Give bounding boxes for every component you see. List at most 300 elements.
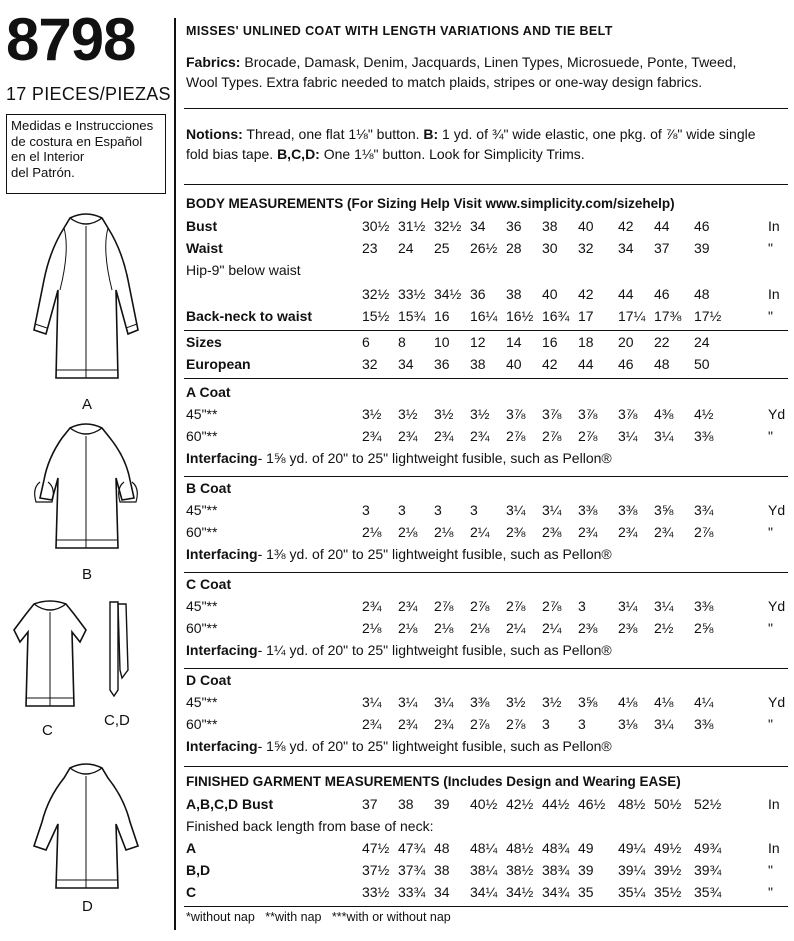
yardage-60-row: [186, 524, 786, 544]
size-value-cell: 47¾: [398, 840, 426, 856]
size-value-cell: 16½: [506, 308, 534, 324]
size-value-cell: 3¼: [434, 694, 454, 710]
size-value-cell: 49¼: [618, 840, 646, 856]
size-value-cell: 38: [506, 286, 522, 302]
size-value-cell: 50½: [654, 796, 682, 812]
footnote-row: [186, 910, 786, 930]
size-value-cell: 3: [578, 716, 586, 732]
size-value-cell: 37¾: [398, 862, 426, 878]
unit-label: ": [768, 240, 773, 256]
unit-label: In: [768, 796, 780, 812]
size-value-cell: 3⅜: [694, 428, 714, 444]
row-label: 45"**: [186, 406, 218, 422]
size-value-cell: 46½: [578, 796, 606, 812]
row-label: Back-neck to waist: [186, 308, 313, 324]
interfacing-row: [186, 450, 786, 470]
coat-title: D Coat: [186, 672, 232, 688]
size-value-cell: 2¾: [470, 428, 490, 444]
left-column: [0, 0, 172, 941]
size-value-cell: 3⅜: [694, 716, 714, 732]
hip-label: Hip-9" below waist: [186, 262, 301, 278]
view-a-illustration: [30, 210, 142, 385]
interfacing-text: - 1⅝ yd. of 20" to 25" lightweight fusible, such as Pellon®: [257, 738, 612, 754]
size-value-cell: 36: [470, 286, 486, 302]
size-value-cell: 33¾: [398, 884, 426, 900]
size-value-cell: 3¼: [618, 428, 638, 444]
size-value-cell: 48½: [506, 840, 534, 856]
size-value-cell: 2⅜: [618, 620, 638, 636]
size-value-cell: 2⅞: [506, 716, 526, 732]
view-d-label: D: [82, 898, 93, 915]
size-value-cell: 3½: [542, 694, 562, 710]
size-value-cell: 38¼: [470, 862, 498, 878]
size-value-cell: 48¼: [470, 840, 498, 856]
divider: [184, 184, 788, 185]
size-value-cell: 2¾: [434, 716, 454, 732]
size-value-cell: 3⅜: [694, 598, 714, 614]
yardage-45-row: [186, 694, 786, 714]
size-value-cell: 23: [362, 240, 378, 256]
size-value-cell: 12: [470, 334, 486, 350]
european-row: [186, 356, 786, 376]
size-value-cell: 33½: [398, 286, 426, 302]
size-value-cell: 15½: [362, 308, 390, 324]
size-value-cell: 50: [694, 356, 710, 372]
yardage-45-row: [186, 406, 786, 426]
coat-title-row: [186, 672, 786, 692]
size-value-cell: 48: [654, 356, 670, 372]
size-value-cell: 3: [434, 502, 442, 518]
unit-label: ": [768, 716, 773, 732]
yardage-60-row: [186, 716, 786, 736]
size-value-cell: 18: [578, 334, 594, 350]
size-value-cell: 34: [434, 884, 450, 900]
size-value-cell: 2⅞: [542, 598, 562, 614]
size-value-cell: 39½: [654, 862, 682, 878]
size-value-cell: 16: [542, 334, 558, 350]
unit-label: ": [768, 308, 773, 324]
size-value-cell: 2¾: [434, 428, 454, 444]
size-value-cell: 40: [578, 218, 594, 234]
size-value-cell: 22: [654, 334, 670, 350]
size-value-cell: 42: [618, 218, 634, 234]
size-value-cell: 38¾: [542, 862, 570, 878]
size-value-cell: 39¼: [618, 862, 646, 878]
size-value-cell: 2⅛: [398, 620, 418, 636]
size-value-cell: 2¾: [362, 716, 382, 732]
body-measurements-heading: BODY MEASUREMENTS (For Sizing Help Visit www.simplicity.com/sizehelp): [186, 196, 675, 211]
size-value-cell: 3¼: [362, 694, 382, 710]
size-value-cell: 17¼: [618, 308, 646, 324]
size-value-cell: 25: [434, 240, 450, 256]
size-value-cell: 32½: [362, 286, 390, 302]
size-value-cell: 34: [470, 218, 486, 234]
size-value-cell: 48¾: [542, 840, 570, 856]
size-value-cell: 3¼: [618, 598, 638, 614]
fabrics-line-1: Brocade, Damask, Denim, Jacquards, Linen Types, Microsuede, Ponte, Tweed,: [240, 54, 737, 70]
unit-label: ": [768, 524, 773, 540]
waist-row: [186, 240, 786, 260]
pieces-count: 17 PIECES/PIEZAS: [6, 84, 171, 104]
unit-label: Yd: [768, 502, 786, 518]
divider: [184, 572, 788, 573]
view-cd-label: C,D: [104, 712, 130, 729]
interfacing-label: Interfacing: [186, 546, 258, 562]
size-value-cell: 38½: [506, 862, 534, 878]
size-value-cell: 34½: [506, 884, 534, 900]
size-value-cell: 16: [434, 308, 450, 324]
row-label: 60"**: [186, 620, 218, 636]
size-value-cell: 4⅛: [654, 694, 674, 710]
size-value-cell: 34: [398, 356, 414, 372]
size-value-cell: 44: [618, 286, 634, 302]
spanish-note-box: [6, 114, 166, 194]
row-label: 45"**: [186, 502, 218, 518]
size-value-cell: 49½: [654, 840, 682, 856]
size-value-cell: 2⅛: [434, 524, 454, 540]
size-value-cell: 35: [578, 884, 594, 900]
size-value-cell: 2⅞: [434, 598, 454, 614]
size-value-cell: 37: [654, 240, 670, 256]
size-value-cell: 17⅜: [654, 308, 682, 324]
size-value-cell: 44½: [542, 796, 570, 812]
unit-label: In: [768, 840, 780, 856]
size-value-cell: 3¼: [654, 428, 674, 444]
size-value-cell: 42: [578, 286, 594, 302]
finished-a-row: [186, 840, 786, 860]
interfacing-label: Interfacing: [186, 450, 258, 466]
size-value-cell: 4¼: [694, 694, 714, 710]
size-value-cell: 2¼: [506, 620, 526, 636]
size-value-cell: 17½: [694, 308, 722, 324]
size-value-cell: 2⅜: [542, 524, 562, 540]
size-value-cell: 3¼: [398, 694, 418, 710]
size-value-cell: 52½: [694, 796, 722, 812]
size-value-cell: 42: [542, 356, 558, 372]
size-value-cell: 3: [542, 716, 550, 732]
size-value-cell: 3⅞: [542, 406, 562, 422]
size-value-cell: 28: [506, 240, 522, 256]
size-value-cell: 3: [362, 502, 370, 518]
interfacing-row: [186, 738, 786, 758]
size-value-cell: 2¾: [398, 598, 418, 614]
unit-label: ": [768, 884, 773, 900]
interfacing-row: [186, 642, 786, 662]
size-value-cell: 37½: [362, 862, 390, 878]
size-value-cell: 3⅞: [618, 406, 638, 422]
size-value-cell: 3¼: [654, 598, 674, 614]
footnote: *without nap **with nap ***with or without nap: [186, 910, 451, 924]
back-neck-row: [186, 308, 786, 328]
coat-title: B Coat: [186, 480, 232, 496]
size-value-cell: 3⅜: [578, 502, 598, 518]
size-value-cell: 17: [578, 308, 594, 324]
row-label: 60"**: [186, 716, 218, 732]
finished-bust-row: [186, 796, 786, 816]
size-value-cell: 16¼: [470, 308, 498, 324]
size-value-cell: 2⅜: [506, 524, 526, 540]
size-value-cell: 38: [470, 356, 486, 372]
size-value-cell: 39¾: [694, 862, 722, 878]
size-value-cell: 32: [362, 356, 378, 372]
size-value-cell: 2⅞: [542, 428, 562, 444]
divider: [184, 906, 788, 907]
finished-c-row: [186, 884, 786, 904]
size-value-cell: 3⅜: [470, 694, 490, 710]
size-value-cell: 3⅝: [578, 694, 598, 710]
size-value-cell: 4⅜: [654, 406, 674, 422]
size-value-cell: 2½: [654, 620, 674, 636]
size-value-cell: 2¾: [654, 524, 674, 540]
row-label: B,D: [186, 862, 211, 878]
spanish-note-line: del Patrón.: [11, 164, 75, 180]
size-value-cell: 2¾: [578, 524, 598, 540]
coat-title-row: [186, 480, 786, 500]
size-value-cell: 20: [618, 334, 634, 350]
unit-label: Yd: [768, 406, 786, 422]
tie-belt-illustration: [104, 600, 134, 700]
spanish-note-line: Medidas e Instrucciones: [11, 118, 154, 133]
row-label: 60"**: [186, 524, 218, 540]
spanish-note-line: en el Interior: [11, 149, 85, 164]
fabrics-paragraph: [186, 52, 786, 92]
interfacing-text: - 1⅜ yd. of 20" to 25" lightweight fusible, such as Pellon®: [257, 546, 612, 562]
size-value-cell: 6: [362, 334, 370, 350]
size-value-cell: 2¾: [362, 428, 382, 444]
yardage-45-row: [186, 502, 786, 522]
coat-title-row: [186, 384, 786, 404]
coat-title: A Coat: [186, 384, 231, 400]
notions-line-2a: fold bias tape.: [186, 146, 278, 162]
divider: [184, 766, 788, 767]
right-column: [184, 0, 788, 941]
view-b-illustration: [30, 420, 150, 555]
size-value-cell: 32½: [434, 218, 462, 234]
size-value-cell: 2¼: [542, 620, 562, 636]
size-value-cell: 40: [506, 356, 522, 372]
size-value-cell: 38: [434, 862, 450, 878]
notions-paragraph: [186, 124, 786, 164]
divider: [184, 378, 788, 379]
notions-label: Notions:: [186, 126, 243, 142]
pattern-number: 8798: [6, 6, 136, 73]
size-value-cell: 3½: [470, 406, 490, 422]
size-value-cell: 34¼: [470, 884, 498, 900]
size-value-cell: 2⅛: [362, 620, 382, 636]
size-value-cell: 33½: [362, 884, 390, 900]
row-label: 60"**: [186, 428, 218, 444]
row-label: European: [186, 356, 251, 372]
divider: [184, 330, 788, 331]
body-measurements-title: [186, 196, 786, 216]
row-label: Bust: [186, 218, 218, 234]
size-value-cell: 15¾: [398, 308, 426, 324]
unit-label: In: [768, 286, 780, 302]
divider: [184, 668, 788, 669]
hip-label-row: [186, 262, 786, 282]
size-value-cell: 47½: [362, 840, 390, 856]
size-value-cell: 40½: [470, 796, 498, 812]
size-value-cell: 3¼: [654, 716, 674, 732]
size-value-cell: 31½: [398, 218, 426, 234]
notions-line-1a: Thread, one flat 1⅛" button.: [242, 126, 424, 142]
size-value-cell: 2¾: [362, 598, 382, 614]
finished-length-label: Finished back length from base of neck:: [186, 818, 434, 834]
size-value-cell: 10: [434, 334, 450, 350]
row-label: A,B,C,D Bust: [186, 796, 274, 812]
divider: [184, 108, 788, 109]
row-label: 45"**: [186, 694, 218, 710]
size-value-cell: 3½: [398, 406, 418, 422]
size-value-cell: 2¾: [618, 524, 638, 540]
size-value-cell: 36: [506, 218, 522, 234]
finished-measurements-heading: FINISHED GARMENT MEASUREMENTS (Includes Design and Wearing EASE): [186, 774, 681, 789]
row-label: 45"**: [186, 598, 218, 614]
yardage-60-row: [186, 620, 786, 640]
size-value-cell: 39: [694, 240, 710, 256]
notions-bcd-label: B,C,D:: [277, 146, 320, 162]
size-value-cell: 3¼: [542, 502, 562, 518]
size-value-cell: 34½: [434, 286, 462, 302]
fabrics-line-2: Wool Types. Extra fabric needed to match plaids, stripes or one-way design fabrics.: [186, 74, 703, 90]
size-value-cell: 44: [578, 356, 594, 372]
size-value-cell: 2¼: [470, 524, 490, 540]
coat-title: C Coat: [186, 576, 232, 592]
size-value-cell: 3¾: [694, 502, 714, 518]
view-d-illustration: [30, 760, 142, 895]
interfacing-label: Interfacing: [186, 642, 258, 658]
size-value-cell: 3⅛: [618, 716, 638, 732]
size-value-cell: 35¾: [694, 884, 722, 900]
size-value-cell: 48½: [618, 796, 646, 812]
size-value-cell: 2⅛: [362, 524, 382, 540]
size-value-cell: 37: [362, 796, 378, 812]
view-c-label: C: [42, 722, 53, 739]
size-value-cell: 2⅞: [578, 428, 598, 444]
size-value-cell: 2⅞: [470, 716, 490, 732]
pattern-title: MISSES' UNLINED COAT WITH LENGTH VARIATIONS AND TIE BELT: [186, 24, 613, 38]
size-value-cell: 32: [578, 240, 594, 256]
size-value-cell: 4⅛: [618, 694, 638, 710]
size-value-cell: 2⅛: [434, 620, 454, 636]
size-value-cell: 30: [542, 240, 558, 256]
size-value-cell: 2¾: [398, 716, 418, 732]
unit-label: ": [768, 862, 773, 878]
size-value-cell: 16¾: [542, 308, 570, 324]
size-value-cell: 4½: [694, 406, 714, 422]
size-value-cell: 2⅞: [470, 598, 490, 614]
size-value-cell: 14: [506, 334, 522, 350]
size-value-cell: 3¼: [506, 502, 526, 518]
size-value-cell: 3: [398, 502, 406, 518]
spanish-note-line: de costura en Español: [11, 133, 143, 149]
unit-label: Yd: [768, 694, 786, 710]
column-divider: [174, 18, 176, 930]
size-value-cell: 39: [434, 796, 450, 812]
size-value-cell: 49¾: [694, 840, 722, 856]
unit-label: ": [768, 428, 773, 444]
bust-row: [186, 218, 786, 238]
size-value-cell: 3: [470, 502, 478, 518]
unit-label: Yd: [768, 598, 786, 614]
size-value-cell: 42½: [506, 796, 534, 812]
size-value-cell: 38: [398, 796, 414, 812]
size-value-cell: 2⅛: [470, 620, 490, 636]
size-value-cell: 2⅜: [578, 620, 598, 636]
size-value-cell: 48: [434, 840, 450, 856]
size-value-cell: 3⅞: [506, 406, 526, 422]
size-value-cell: 40: [542, 286, 558, 302]
size-value-cell: 3: [578, 598, 586, 614]
size-value-cell: 46: [694, 218, 710, 234]
view-a-label: A: [82, 396, 93, 413]
size-value-cell: 2¾: [398, 428, 418, 444]
size-value-cell: 2⅞: [506, 598, 526, 614]
row-label: Sizes: [186, 334, 222, 350]
unit-label: ": [768, 620, 773, 636]
size-value-cell: 26½: [470, 240, 498, 256]
fabrics-label: Fabrics:: [186, 54, 241, 70]
unit-label: In: [768, 218, 780, 234]
size-value-cell: 24: [694, 334, 710, 350]
finished-bd-row: [186, 862, 786, 882]
size-value-cell: 36: [434, 356, 450, 372]
size-value-cell: 2⅞: [506, 428, 526, 444]
interfacing-text: - 1⅝ yd. of 20" to 25" lightweight fusible, such as Pellon®: [257, 450, 612, 466]
size-value-cell: 35½: [654, 884, 682, 900]
size-value-cell: 34: [618, 240, 634, 256]
finished-title-row: [186, 774, 786, 794]
size-value-cell: 30½: [362, 218, 390, 234]
sizes-row: [186, 334, 786, 354]
notions-line-1b: 1 yd. of ¾" wide elastic, one pkg. of ⅞" wide single: [438, 126, 756, 142]
yardage-45-row: [186, 598, 786, 618]
size-value-cell: 46: [618, 356, 634, 372]
size-value-cell: 39: [578, 862, 594, 878]
interfacing-label: Interfacing: [186, 738, 258, 754]
size-value-cell: 3½: [434, 406, 454, 422]
size-value-cell: 2⅞: [694, 524, 714, 540]
size-value-cell: 2⅛: [398, 524, 418, 540]
size-value-cell: 49: [578, 840, 594, 856]
divider: [184, 476, 788, 477]
size-value-cell: 3½: [506, 694, 526, 710]
size-value-cell: 3⅜: [618, 502, 638, 518]
yardage-60-row: [186, 428, 786, 448]
interfacing-row: [186, 546, 786, 566]
size-value-cell: 2⅝: [694, 620, 714, 636]
size-value-cell: 34¾: [542, 884, 570, 900]
notions-b-label: B:: [423, 126, 439, 142]
view-c-illustration: [10, 598, 90, 713]
view-b-label: B: [82, 566, 93, 583]
size-value-cell: 38: [542, 218, 558, 234]
row-label: C: [186, 884, 197, 900]
coat-title-row: [186, 576, 786, 596]
row-label: Waist: [186, 240, 223, 256]
size-value-cell: 24: [398, 240, 414, 256]
interfacing-text: - 1¼ yd. of 20" to 25" lightweight fusible, such as Pellon®: [257, 642, 612, 658]
row-label: A: [186, 840, 197, 856]
size-value-cell: 3⅞: [578, 406, 598, 422]
size-value-cell: 46: [654, 286, 670, 302]
notions-line-2b: One 1⅛" button. Look for Simplicity Trims.: [319, 146, 585, 162]
size-value-cell: 3½: [362, 406, 382, 422]
size-value-cell: 8: [398, 334, 406, 350]
size-value-cell: 48: [694, 286, 710, 302]
size-value-cell: 3⅝: [654, 502, 674, 518]
hip-row: [186, 286, 786, 306]
